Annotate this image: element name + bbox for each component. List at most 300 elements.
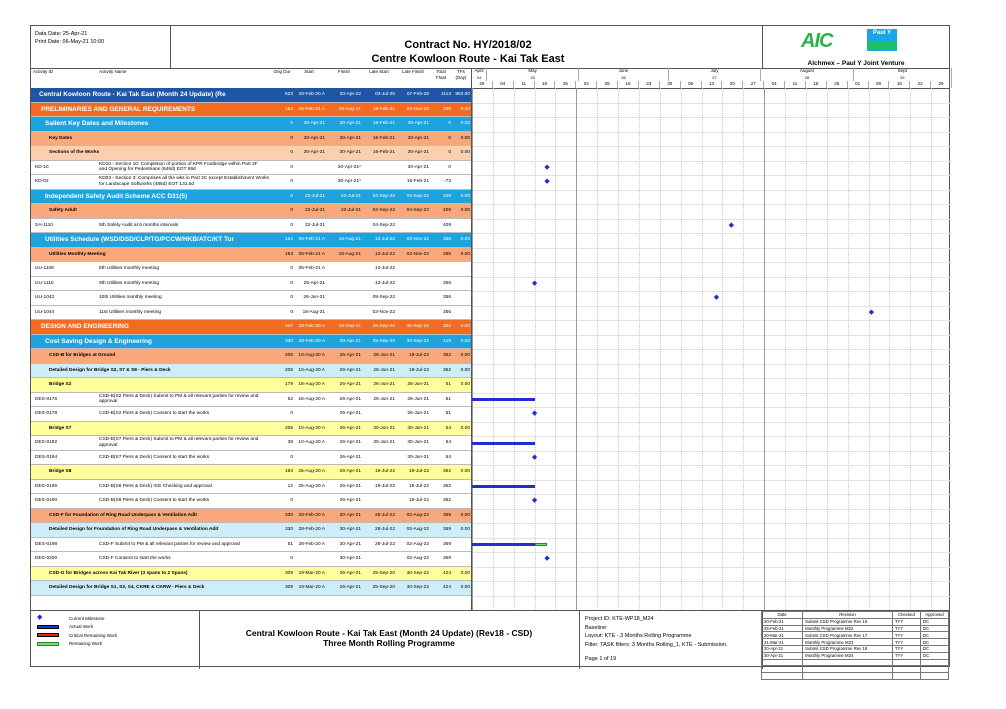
- wbs-group-row[interactable]: [31, 523, 471, 538]
- revision-cell: [892, 659, 920, 666]
- cell-id: UU-1110: [35, 280, 54, 286]
- gantt-gridline: [535, 88, 536, 610]
- revision-cell: [803, 673, 893, 680]
- gantt-row-line: [472, 480, 952, 481]
- legend-item: [37, 631, 117, 639]
- gantt-gridline: [618, 88, 619, 610]
- gantt-row-line: [472, 552, 952, 553]
- cell-lf: 26-Jun-21: [407, 411, 429, 417]
- wbs-group-row[interactable]: [31, 509, 471, 524]
- revision-cell: DC: [920, 632, 948, 639]
- cell-tfs: [452, 552, 470, 566]
- revision-cell: DC: [920, 618, 948, 625]
- milestone-diamond-icon[interactable]: [544, 556, 550, 562]
- gantt-row-line: [472, 146, 952, 147]
- cell-finish: 26-Apr-21: [339, 382, 361, 388]
- timeline-month: June: [579, 68, 668, 75]
- timeline-week: 08: [869, 81, 890, 88]
- activity-row[interactable]: [31, 451, 471, 466]
- cell-dur: 154: [284, 251, 293, 257]
- page-number: Page 1 of 19: [585, 656, 617, 662]
- revision-row: [762, 652, 949, 659]
- revision-cell: DC: [920, 645, 948, 652]
- timeline-month-number: 26: [579, 75, 668, 81]
- cell-dur: 0: [290, 280, 293, 286]
- cell-finish: 26-Apr-21: [339, 454, 361, 460]
- gantt-gridline: [472, 88, 473, 610]
- timeline-week: 09: [597, 81, 618, 88]
- cell-lf: 07-Feb-26: [406, 92, 429, 98]
- gantt-gridline: [764, 88, 765, 610]
- report-header: [31, 26, 949, 69]
- cell-ls: 03-Nov-22: [372, 309, 395, 315]
- cell-start: [295, 161, 325, 175]
- revision-row: [762, 632, 949, 639]
- cell-tf: [431, 262, 451, 276]
- cell-tf: 54: [445, 454, 451, 460]
- cell-tf: 362: [442, 483, 451, 489]
- activity-row[interactable]: [31, 407, 471, 422]
- legend-swatch: [37, 642, 59, 646]
- timeline-month-number: 25: [487, 75, 579, 81]
- col-activity-id[interactable]: Activity ID: [33, 69, 54, 74]
- filter-text: Filter: TASK filters: 3 Months Rolling_1, KTE - Submission.: [585, 641, 728, 648]
- cell-start: 05-Feb-21 A: [298, 237, 325, 243]
- cell-dur: 52: [287, 396, 293, 402]
- cell-lf: 26-Jun-21: [407, 396, 429, 402]
- activity-row[interactable]: [31, 538, 471, 553]
- gantt-row-line: [472, 117, 952, 118]
- col-late-start[interactable]: Late Start: [369, 69, 389, 74]
- cell-dur: 12: [287, 483, 293, 489]
- legend-swatch: [37, 633, 59, 637]
- gantt-row-line: [472, 190, 952, 191]
- revision-header-cell: Checked: [892, 612, 920, 619]
- gantt-row-line: [472, 320, 952, 321]
- cell-ls: [363, 494, 395, 508]
- gantt-row-line: [472, 103, 952, 104]
- cell-lf: 04-Sep-22: [406, 193, 429, 199]
- col-finish[interactable]: Finish: [337, 69, 350, 74]
- cell-id: DES-0184: [35, 454, 58, 460]
- timeline-week: 11: [785, 81, 806, 88]
- col-orig-dur[interactable]: Orig Dur: [273, 69, 291, 74]
- milestone-diamond-icon[interactable]: [713, 295, 719, 301]
- gantt-row-line: [472, 378, 952, 379]
- revision-cell: [920, 659, 948, 666]
- cell-start: [295, 407, 325, 421]
- gantt-bar-actual[interactable]: [472, 442, 535, 445]
- cell-dur: 0: [290, 295, 293, 301]
- gantt-gridline: [743, 88, 744, 610]
- cell-tfs: 0.00: [460, 208, 470, 214]
- cell-dur: 0: [290, 309, 293, 315]
- cell-tf: 356: [442, 237, 451, 243]
- revision-cell: [920, 666, 948, 673]
- gantt-row-line: [472, 233, 952, 234]
- cell-lf: 30-Apr-21: [407, 164, 429, 170]
- cell-name: 8th Utilities monthly meeting: [99, 266, 159, 272]
- aic-logo: AIC: [801, 30, 833, 52]
- gantt-row-line: [472, 132, 952, 133]
- wbs-group-row[interactable]: [31, 320, 471, 335]
- cell-id: KD-03: [35, 179, 49, 185]
- contract-number: Contract No. HY/2018/02: [404, 39, 532, 51]
- cell-name: CSD-B(S7 Piers & Deck) Consent to start the works: [99, 454, 210, 460]
- cell-dur: 623: [284, 92, 293, 98]
- gantt-gridline: [869, 88, 870, 610]
- cell-lf: 30-Jun-21: [407, 454, 429, 460]
- cell-name: CSD-B(S7 Piers & Deck) Submit to PM & all relevant parties for review and approval: [99, 437, 259, 448]
- cell-ls: 16-Feb-21: [372, 150, 395, 156]
- cell-lf: 30-Jun-21: [407, 425, 429, 431]
- wbs-group-row[interactable]: [31, 117, 471, 132]
- gantt-row-line: [472, 538, 952, 539]
- gantt-bar-actual[interactable]: [472, 485, 535, 488]
- cell-tf: 0: [448, 150, 451, 156]
- cell-ls: [363, 161, 395, 175]
- gantt-bar-actual[interactable]: [472, 398, 535, 401]
- cell-tfs: [452, 291, 470, 305]
- wbs-group-row[interactable]: [31, 204, 471, 219]
- wbs-group-row[interactable]: [31, 364, 471, 379]
- cell-id: UU-1042: [35, 295, 55, 301]
- cell-id: DES-0176: [35, 396, 58, 402]
- cell-dur: 0: [290, 208, 293, 214]
- timeline-week: 15: [889, 81, 910, 88]
- gantt-row-line: [472, 494, 952, 495]
- wbs-group-row[interactable]: [31, 581, 471, 596]
- cell-tfs: [452, 175, 470, 189]
- layout-name: Layout: KTE - 3 Months Rolling Programme: [585, 633, 692, 639]
- gantt-row-line: [472, 161, 952, 162]
- legend-label: Critical Remaining Work: [69, 632, 118, 638]
- cell-lf: 30-Sep-22: [406, 570, 429, 576]
- cell-lf: 02-Aug-22: [406, 512, 429, 518]
- cell-lf: [397, 291, 429, 305]
- cell-finish: 26-Apr-21: [339, 353, 361, 359]
- cell-lf: 16-Feb-21: [406, 179, 429, 185]
- cell-dur: 0: [290, 150, 293, 156]
- gantt-row-line: [472, 291, 952, 292]
- activity-row[interactable]: [31, 175, 471, 190]
- revision-row: [762, 666, 949, 673]
- wbs-group-row[interactable]: [31, 465, 471, 480]
- cell-finish: 30-Apr-21: [339, 541, 361, 547]
- milestone-diamond-icon[interactable]: [532, 281, 538, 287]
- cell-finish: 30-Apr-21*: [337, 179, 361, 185]
- activity-row[interactable]: [31, 291, 471, 306]
- activity-row[interactable]: [31, 494, 471, 509]
- legend: [31, 611, 200, 669]
- gantt-row-line: [472, 436, 952, 437]
- cell-lf: 19-Jul-22: [409, 498, 429, 504]
- legend-label: Actual Work: [69, 624, 94, 629]
- cell-tf: 369: [442, 556, 451, 562]
- cell-tf: 356: [442, 309, 451, 315]
- cell-lf: 26-Jun-21: [407, 382, 429, 388]
- cell-ls: [363, 407, 395, 421]
- gantt-gridline: [785, 88, 786, 610]
- col-late-finish[interactable]: Late Finish: [401, 69, 424, 74]
- cell-tfs: [452, 219, 470, 233]
- wbs-group-row[interactable]: [31, 422, 471, 437]
- pauly-logo: Paul Y: [867, 29, 897, 51]
- activity-row[interactable]: [31, 161, 471, 176]
- cell-id: DES-0182: [35, 440, 58, 446]
- cell-tf: -73: [444, 179, 451, 185]
- cell-finish: 26-Apr-21: [339, 483, 361, 489]
- cell-name: Detailed Design for Bridge S1, S3, S4, CKRE & CKRW - Piers & Deck: [49, 585, 205, 591]
- cell-tf: 424: [442, 570, 451, 576]
- milestone-diamond-icon[interactable]: [532, 498, 538, 504]
- cell-ls: 25-Sep-20: [372, 338, 395, 344]
- wbs-group-row[interactable]: [31, 88, 471, 103]
- revision-table: [761, 611, 949, 669]
- timeline-month-number: 27: [669, 75, 761, 81]
- joint-venture-name: Alchmex – Paul Y Joint Venture: [807, 60, 905, 67]
- activity-row[interactable]: [31, 219, 471, 234]
- cell-tfs: [452, 262, 470, 276]
- cell-name: Central Kowloon Route - Kai Tak East (Month 24 Update) (Re: [39, 91, 226, 99]
- activity-row[interactable]: [31, 306, 471, 321]
- timeline-month-number: 28: [761, 75, 853, 81]
- cell-ls: 16-Feb-21: [372, 135, 395, 141]
- wbs-group-row[interactable]: [31, 233, 471, 248]
- cell-tf: 356: [442, 106, 451, 112]
- contract-title-block: [171, 26, 765, 68]
- wbs-group-row[interactable]: [31, 349, 471, 364]
- milestone-diamond-icon[interactable]: [544, 179, 550, 185]
- cell-ls: 26-Jun-21: [373, 396, 395, 402]
- gantt-row-line: [472, 407, 952, 408]
- cell-finish: [327, 219, 361, 233]
- cell-tfs: 0.00: [460, 585, 470, 591]
- cell-name: Cost Saving Design & Engineering: [45, 337, 152, 345]
- col-tfs[interactable]: TFs (Day): [455, 69, 467, 80]
- col-total-float[interactable]: Total Float: [435, 69, 446, 80]
- cell-lf: 19-Jul-22: [409, 367, 429, 373]
- col-activity-name[interactable]: Activity Name: [99, 69, 127, 74]
- cell-tfs: 883.00: [455, 92, 470, 98]
- revision-header-cell: Approved: [920, 612, 948, 619]
- project-id: Project ID: KTE-WP18_M24: [585, 616, 654, 622]
- cell-finish: 26-Apr-21: [339, 411, 361, 417]
- revision-cell: DC: [920, 625, 948, 632]
- cell-finish: 26-Apr-21: [339, 469, 361, 475]
- gantt-row-line: [472, 596, 952, 597]
- cell-dur: 330: [284, 338, 293, 344]
- activity-row[interactable]: [31, 277, 471, 292]
- cell-name: Detailed Design for Foundation of Ring Road Underpass & Ventilation Adit: [49, 527, 219, 533]
- timeline-week: 29: [931, 81, 952, 88]
- cell-tf: 424: [442, 585, 451, 591]
- gantt-row-line: [472, 364, 952, 365]
- cell-tfs: 0.00: [460, 193, 470, 199]
- cell-ls: 13-Jul-22: [375, 280, 395, 286]
- activity-row[interactable]: [31, 480, 471, 495]
- cell-start: 05-Feb-21 A: [298, 106, 325, 112]
- revision-cell: 30-Apr-21: [762, 652, 803, 659]
- activity-row[interactable]: [31, 393, 471, 408]
- revision-cell: [762, 666, 803, 673]
- cell-start: 22-Jul-21: [305, 208, 325, 214]
- gantt-row-line: [472, 567, 952, 568]
- cell-name: Sections of the Works: [49, 150, 100, 156]
- cell-finish: 18-Aug-21: [338, 237, 361, 243]
- revision-cell: DC: [920, 639, 948, 646]
- wbs-group-row[interactable]: [31, 335, 471, 350]
- gantt-bar-actual[interactable]: [472, 543, 535, 546]
- revision-cell: [892, 666, 920, 673]
- cell-name: Detailed Design for Bridge S2, S7 & S8 - Piers & Deck: [49, 367, 171, 373]
- revision-cell: Monthly Programme M24: [803, 652, 893, 659]
- milestone-diamond-icon[interactable]: [532, 411, 538, 417]
- cell-tfs: [452, 161, 470, 175]
- cell-ls: 04-Sep-22: [372, 208, 395, 214]
- cell-tf: 54: [445, 425, 451, 431]
- activity-row[interactable]: [31, 436, 471, 451]
- revision-row: [762, 618, 949, 625]
- activity-row[interactable]: [31, 552, 471, 567]
- cell-ls: 13-Jul-22: [375, 266, 395, 272]
- footer-title: [199, 611, 580, 669]
- cell-name: Salient Key Dates and Milestones: [45, 120, 149, 128]
- cell-tf: 356: [442, 280, 451, 286]
- cell-tfs: 0.00: [460, 527, 470, 533]
- timeline-month: April: [472, 68, 487, 75]
- legend-item: [37, 640, 102, 648]
- col-start[interactable]: Start: [304, 69, 314, 74]
- cell-lf: 30-Sep-22: [406, 324, 429, 330]
- cell-finish: 30-Apr-21: [339, 527, 361, 533]
- cell-dur: 0: [290, 222, 293, 228]
- cell-tfs: 0.00: [460, 150, 470, 156]
- wbs-group-row[interactable]: [31, 248, 471, 263]
- revision-row: [762, 645, 949, 652]
- cell-start: 28-Feb-20 A: [298, 324, 325, 330]
- cell-name: Utilities Schedule (WSD/DSD/CLP/TG/PCCW/HKB/ATC/KT Tur: [45, 236, 234, 244]
- cell-lf: 30-Sep-22: [406, 338, 429, 344]
- cell-tf: 0: [448, 121, 451, 127]
- cell-tf: 51: [445, 396, 451, 402]
- timeline-week: 27: [743, 81, 764, 88]
- revision-row: [762, 673, 949, 680]
- legend-swatch: [37, 625, 59, 629]
- cell-name: Key Dates: [49, 135, 73, 141]
- milestone-diamond-icon[interactable]: [532, 455, 538, 461]
- cell-tfs: [452, 494, 470, 508]
- cell-finish: 26-Apr-21: [339, 396, 361, 402]
- cell-tf: 369: [442, 541, 451, 547]
- milestone-diamond-icon[interactable]: [728, 223, 734, 229]
- gantt-row-line: [472, 204, 952, 205]
- gantt-bar-remaining[interactable]: [535, 543, 547, 546]
- timeline-week: 06: [681, 81, 702, 88]
- cell-dur: 0: [290, 454, 293, 460]
- cell-finish: 22-Jul-21: [341, 193, 361, 199]
- timeline-week: 18: [806, 81, 827, 88]
- milestone-diamond-icon[interactable]: [869, 310, 875, 316]
- cell-lf: 30-Apr-21: [407, 121, 429, 127]
- wbs-group-row[interactable]: [31, 146, 471, 161]
- cell-ls: 19-Jul-22: [375, 469, 395, 475]
- gantt-gridline: [660, 88, 661, 610]
- cell-dur: 0: [290, 266, 293, 272]
- cell-ls: [363, 451, 395, 465]
- cell-lf: [397, 262, 429, 276]
- gantt-row-line: [472, 175, 952, 176]
- timeline-week: 11: [514, 81, 535, 88]
- cell-start: 19-Mar-20 A: [298, 570, 325, 576]
- cell-start: 28-Feb-20 A: [298, 527, 325, 533]
- cell-tfs: 0.00: [460, 469, 470, 475]
- wbs-group-row[interactable]: [31, 378, 471, 393]
- wbs-group-row[interactable]: [31, 567, 471, 582]
- cell-tf: 362: [442, 367, 451, 373]
- cell-name: CSD-F Consent to start the works: [99, 556, 171, 562]
- cell-dur: 0: [290, 193, 293, 199]
- cell-dur: 330: [284, 512, 293, 518]
- milestone-diamond-icon[interactable]: [544, 165, 550, 171]
- cell-ls: 26-Jun-21: [373, 367, 395, 373]
- cell-finish: 22-Jul-21: [341, 208, 361, 214]
- cell-dur: 206: [284, 367, 293, 373]
- cell-name: Bridge S7: [49, 425, 72, 431]
- cell-tf: 409: [442, 193, 451, 199]
- wbs-group-row[interactable]: [31, 103, 471, 118]
- cell-dur: 0: [290, 498, 293, 504]
- wbs-group-row[interactable]: [31, 190, 471, 205]
- cell-name: DESIGN AND ENGINEERING: [41, 323, 129, 331]
- cell-ls: 09-Sep-22: [372, 295, 395, 301]
- cell-tfs: 0.00: [460, 382, 470, 388]
- cell-finish: 30-Apr-21: [339, 121, 361, 127]
- cell-start: 19-Mar-20 A: [298, 585, 325, 591]
- revision-cell: TYY: [892, 625, 920, 632]
- cell-dur: 309: [284, 585, 293, 591]
- revision-cell: 25-Feb-21: [762, 625, 803, 632]
- cell-tf: 0: [448, 164, 451, 170]
- activity-row[interactable]: [31, 262, 471, 277]
- cell-start: 30-Apr-21: [303, 150, 325, 156]
- cell-tf: 369: [442, 527, 451, 533]
- cell-tf: 362: [442, 498, 451, 504]
- cell-start: 18-Aug-21: [302, 309, 325, 315]
- cell-start: [295, 175, 325, 189]
- cell-tf: 369: [442, 512, 451, 518]
- cell-finish: [327, 306, 361, 320]
- cell-tfs: [452, 277, 470, 291]
- cell-tfs: [452, 306, 470, 320]
- cell-name: 10th Utilities monthly meeting: [99, 295, 162, 301]
- timeline-week: 13: [702, 81, 723, 88]
- wbs-group-row[interactable]: [31, 132, 471, 147]
- cell-finish: 26-Apr-21: [339, 367, 361, 373]
- cell-dur: 0: [290, 135, 293, 141]
- gantt-gridline: [555, 88, 556, 610]
- cell-start: 30-Apr-21: [303, 121, 325, 127]
- cell-start: 28-Feb-20 A: [298, 92, 325, 98]
- gantt-row-line: [472, 335, 952, 336]
- cell-tf: 54: [445, 440, 451, 446]
- cell-finish: [327, 277, 361, 291]
- cell-ls: [363, 175, 395, 189]
- cell-name: Independent Safety Audit Scheme ACC D31(5): [45, 192, 188, 200]
- cell-start: [295, 552, 325, 566]
- cell-lf: 30-Sep-22: [406, 585, 429, 591]
- timeline-week: 16: [618, 81, 639, 88]
